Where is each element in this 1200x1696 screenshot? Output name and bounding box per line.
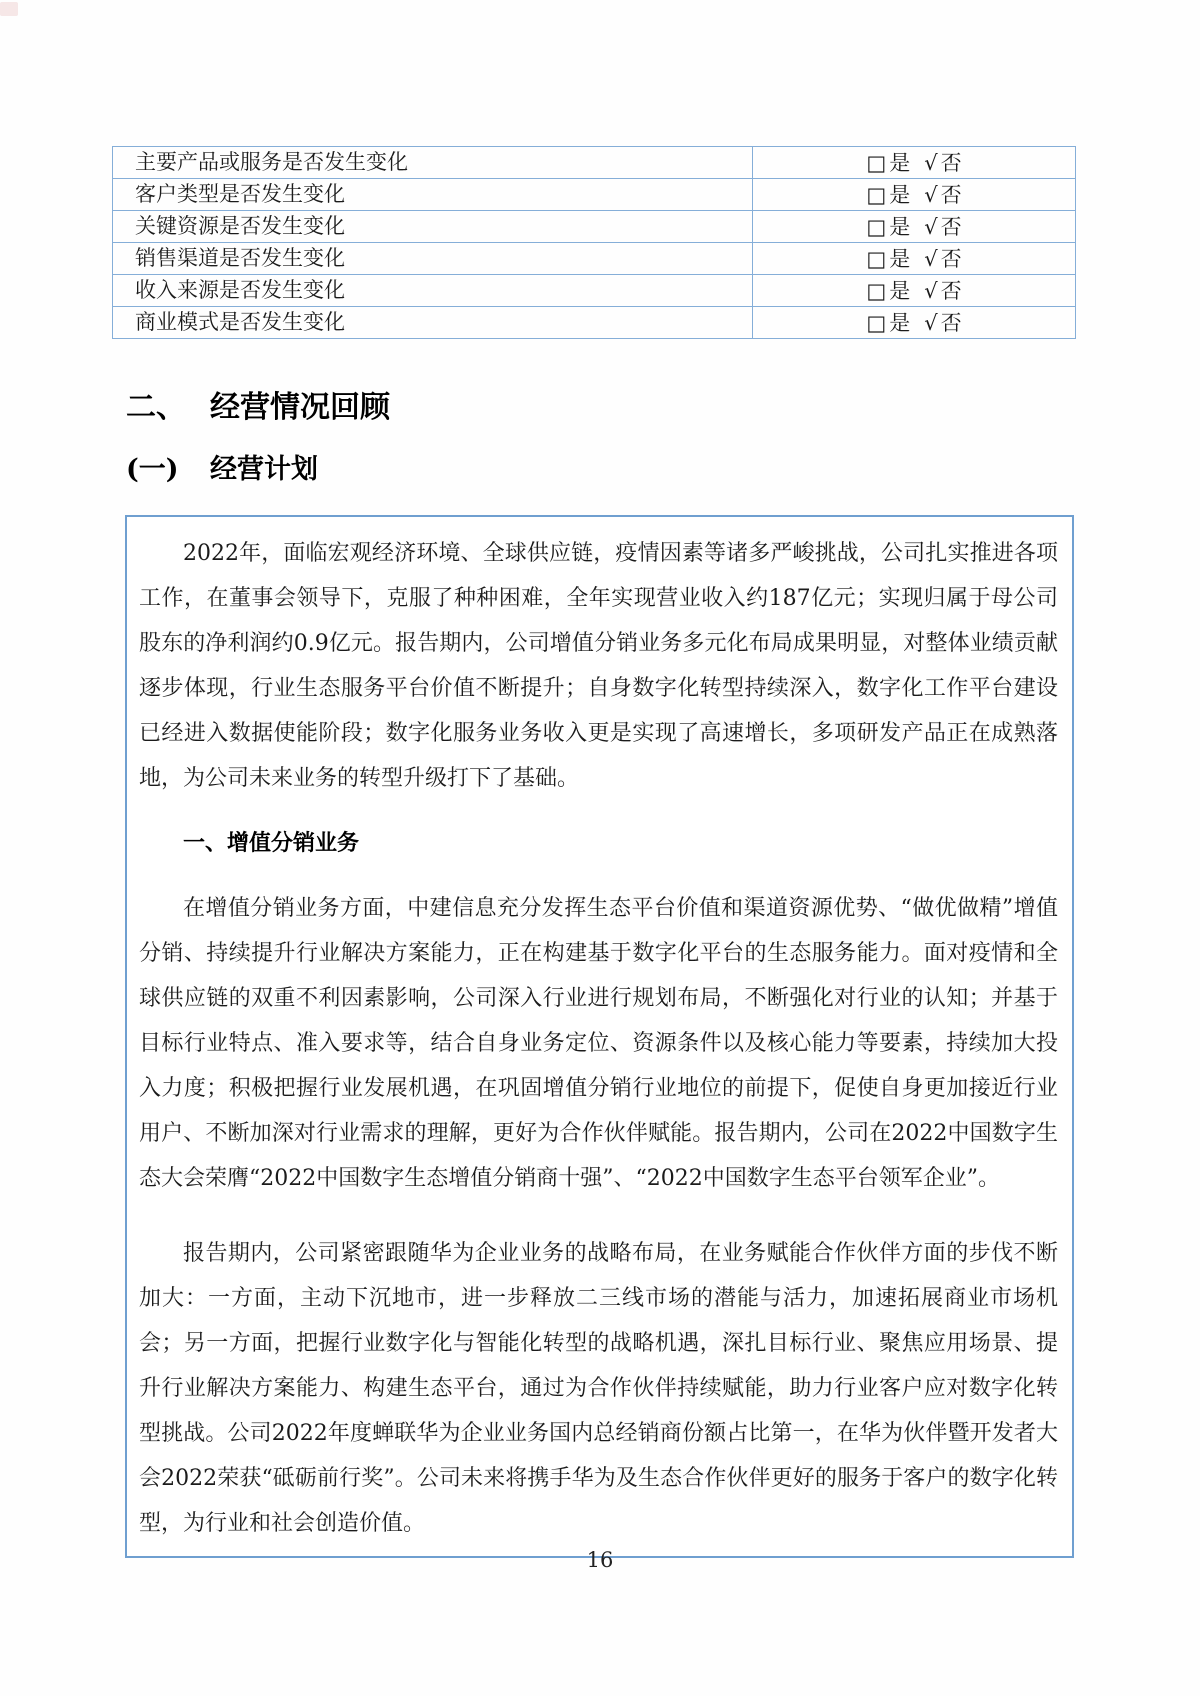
check-icon: √ xyxy=(924,214,938,239)
question-label: 客户类型是否发生变化 xyxy=(113,179,753,210)
scan-artifact xyxy=(0,2,18,16)
check-icon: √ xyxy=(924,182,938,207)
no-label: 否 xyxy=(940,246,962,271)
yes-label: 是 xyxy=(889,214,911,239)
yes-label: 是 xyxy=(889,246,911,271)
checkbox-unchecked-icon: □ xyxy=(866,246,887,271)
question-label: 销售渠道是否发生变化 xyxy=(113,243,753,274)
table-row xyxy=(113,243,1075,275)
no-label: 否 xyxy=(940,150,962,175)
yes-label: 是 xyxy=(889,182,911,207)
page-number: 16 xyxy=(586,1548,614,1572)
section-number: 二、 xyxy=(126,390,186,425)
question-label: 商业模式是否发生变化 xyxy=(113,307,753,338)
change-questions-table xyxy=(112,146,1076,339)
no-label: 否 xyxy=(940,182,962,207)
question-label: 关键资源是否发生变化 xyxy=(113,211,753,242)
yes-label: 是 xyxy=(889,278,911,303)
checkbox-unchecked-icon: □ xyxy=(866,214,887,239)
table-row xyxy=(113,307,1075,339)
answer-cell xyxy=(753,243,1075,274)
business-review-box xyxy=(125,515,1074,1558)
check-icon: √ xyxy=(924,246,938,271)
checkbox-unchecked-icon: □ xyxy=(866,150,887,175)
yes-label: 是 xyxy=(889,310,911,335)
section-heading xyxy=(126,389,390,427)
section-title: 经营情况回顾 xyxy=(210,390,390,425)
answer-cell xyxy=(753,275,1075,306)
yes-label: 是 xyxy=(889,150,911,175)
subsection-subheading: 一、增值分销业务 xyxy=(183,830,360,856)
table-row xyxy=(113,147,1075,179)
answer-cell xyxy=(753,211,1075,242)
subsection-title: 经营计划 xyxy=(210,454,318,485)
paragraph-operating-results: 2022年，面临宏观经济环境、全球供应链，疫情因素等诸多严峻挑战，公司扎实推进各项工作，在董事会领导下，克服了种种困难，全年实现营业收入约187亿元；实现归属于母公司股东的净利润约0.9亿元。报告期内，公司增值分销业务多元化布局成果明显，对整体业绩贡献逐步体现，行业生态服务平台价值不断提升；自身数字化转型持续深入，数字化工作平台建设已经进入数据使能阶段；数字化服务业务收入更是实现了高速增长，多项研发产品正在成熟落地，为公司未来业务的转型升级打下了基础。 xyxy=(139,541,1058,791)
table-row xyxy=(113,211,1075,243)
subsection-number: (一) xyxy=(126,454,179,485)
paragraph-huawei-partnership: 报告期内，公司紧密跟随华为企业业务的战略布局，在业务赋能合作伙伴方面的步伐不断加大：一方面，主动下沉地市，进一步释放二三线市场的潜能与活力，加速拓展商业市场机会；另一方面，把握行业数字化与智能化转型的战略机遇，深扎目标行业、聚焦应用场景、提升行业解决方案能力、构建生态平台，通过为合作伙伴持续赋能，助力行业客户应对数字化转型挑战。公司2022年度蝉联华为企业业务国内总经销商份额占比第一，在华为伙伴暨开发者大会2022荣获“砥砺前行奖”。公司未来将携手华为及生态合作伙伴更好的服务于客户的数字化转型，为行业和社会创造价值。 xyxy=(139,1241,1058,1536)
no-label: 否 xyxy=(940,214,962,239)
checkbox-unchecked-icon: □ xyxy=(866,182,887,207)
question-label: 主要产品或服务是否发生变化 xyxy=(113,147,753,178)
subsection-heading xyxy=(126,452,318,487)
paragraph-distribution-business: 在增值分销业务方面，中建信息充分发挥生态平台价值和渠道资源优势、“做优做精”增值分销、持续提升行业解决方案能力，正在构建基于数字化平台的生态服务能力。面对疫情和全球供应链的双重不利因素影响，公司深入行业进行规划布局，不断强化对行业的认知；并基于目标行业特点、准入要求等，结合自身业务定位、资源条件以及核心能力等要素，持续加大投入力度；积极把握行业发展机遇，在巩固增值分销行业地位的前提下，促使自身更加接近行业用户、不断加深对行业需求的理解，更好为合作伙伴赋能。报告期内，公司在2022中国数字生态大会荣膺“2022中国数字生态增值分销商十强”、“2022中国数字生态平台领军企业”。 xyxy=(139,896,1058,1191)
checkbox-unchecked-icon: □ xyxy=(866,278,887,303)
no-label: 否 xyxy=(940,278,962,303)
check-icon: √ xyxy=(924,310,938,335)
answer-cell xyxy=(753,147,1075,178)
table-row xyxy=(113,179,1075,211)
answer-cell xyxy=(753,307,1075,338)
table-row xyxy=(113,275,1075,307)
check-icon: √ xyxy=(924,278,938,303)
no-label: 否 xyxy=(940,310,962,335)
checkbox-unchecked-icon: □ xyxy=(866,310,887,335)
check-icon: √ xyxy=(924,150,938,175)
answer-cell xyxy=(753,179,1075,210)
question-label: 收入来源是否发生变化 xyxy=(113,275,753,306)
